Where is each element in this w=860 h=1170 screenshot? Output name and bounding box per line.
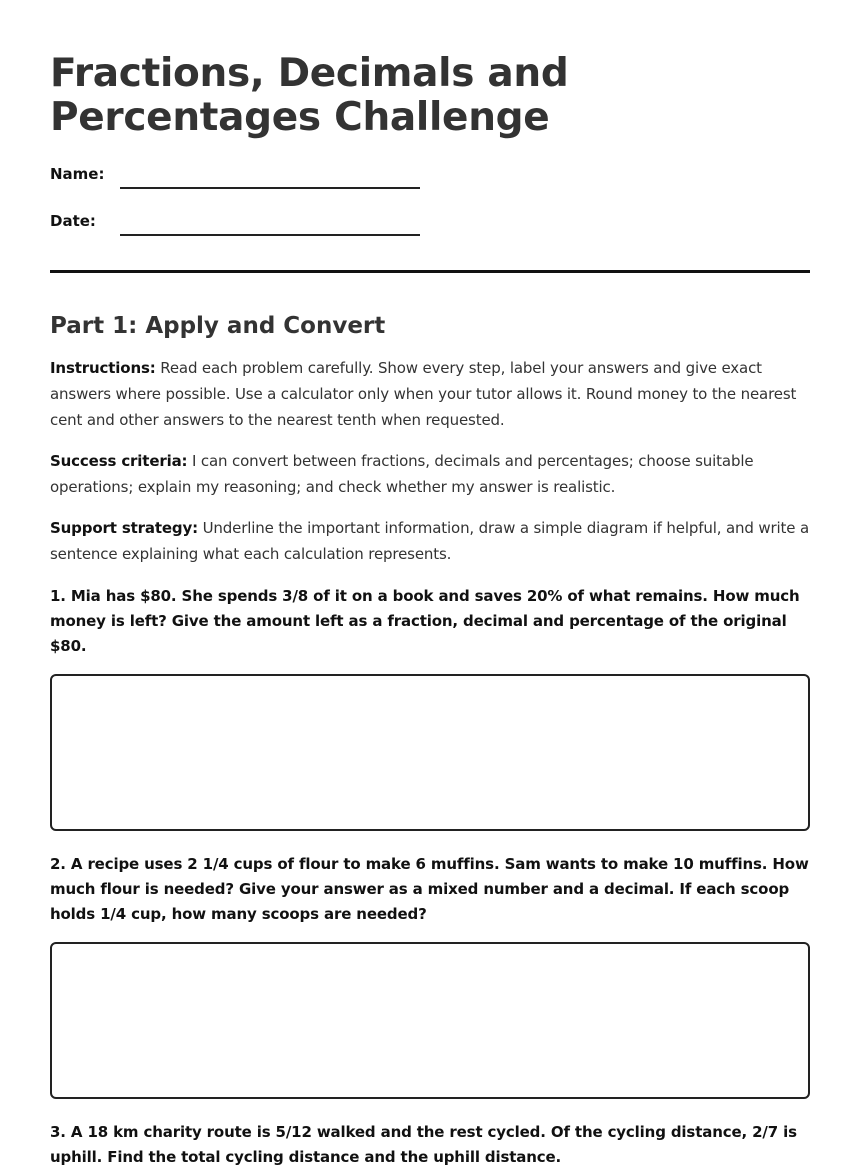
- instructions-paragraph: [50, 355, 810, 433]
- instructions-label: Instructions:: [50, 359, 156, 377]
- answer-box-2[interactable]: [50, 942, 810, 1099]
- name-label: Name:: [50, 165, 105, 183]
- success-criteria-label: Success criteria:: [50, 452, 188, 470]
- success-criteria-paragraph: [50, 448, 810, 500]
- date-field-row: [50, 211, 810, 235]
- answer-box-1[interactable]: [50, 674, 810, 831]
- question-3: 3. A 18 km charity route is 5/12 walked and the rest cycled. Of the cycling distance, 2/7 is uphill. Find the total cycling distance and the uphill distance.: [50, 1123, 797, 1166]
- worksheet-page: [50, 52, 810, 1170]
- date-label: Date:: [50, 212, 96, 230]
- support-strategy-label: Support strategy:: [50, 519, 198, 537]
- question-2: 2. A recipe uses 2 1/4 cups of flour to make 6 muffins. Sam wants to make 10 muffins. How much flour is needed? Give your answer as a mixed number and a decimal. If each scoop holds 1/4 cup, how many scoops are needed?: [50, 855, 809, 923]
- name-field-row: [50, 164, 810, 188]
- date-line[interactable]: [120, 234, 420, 236]
- name-line[interactable]: [120, 187, 420, 189]
- instructions-text: Read each problem carefully. Show every step, label your answers and give exact answers where possible. Use a calculator only when your tutor allows it. Round money to the nearest cent and other answers to the nearest tenth when requested.: [50, 359, 797, 429]
- page-title: Fractions, Decimals and Percentages Challenge: [50, 51, 569, 140]
- part1-heading: Part 1: Apply and Convert: [50, 313, 386, 339]
- support-strategy-text: Underline the important information, draw a simple diagram if helpful, and write a sentence explaining what each calculation represents.: [50, 519, 810, 563]
- support-strategy-paragraph: [50, 515, 810, 567]
- question-1: 1. Mia has $80. She spends 3/8 of it on a book and saves 20% of what remains. How much money is left? Give the amount left as a fraction, decimal and percentage of the original $80.: [50, 587, 800, 655]
- section-divider: [50, 270, 810, 273]
- success-criteria-text: I can convert between fractions, decimals and percentages; choose suitable operations; explain my reasoning; and check whether my answer is realistic.: [50, 452, 754, 496]
